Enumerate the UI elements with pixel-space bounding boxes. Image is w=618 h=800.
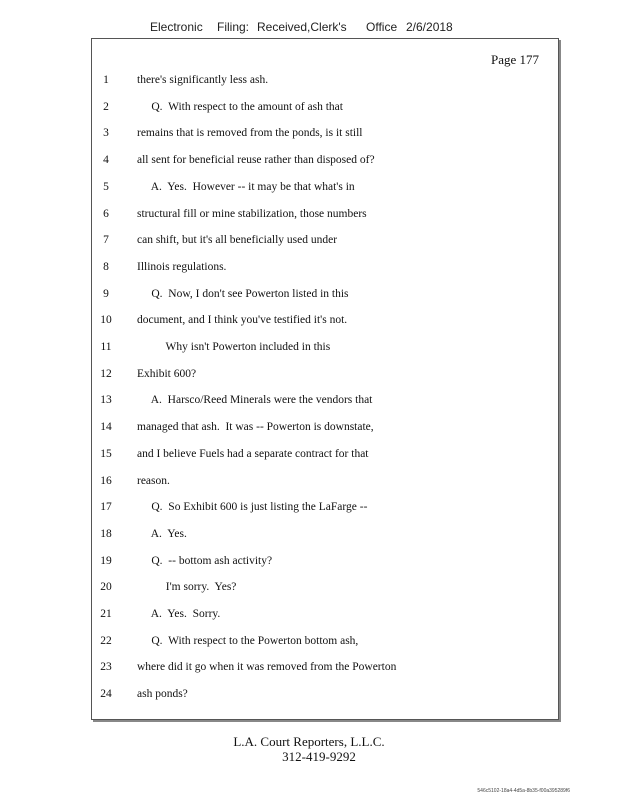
line-text: reason. (137, 474, 170, 487)
line-number: 23 (100, 661, 112, 674)
line-number: 15 (100, 447, 112, 460)
transcript-line (92, 581, 558, 607)
line-number: 16 (100, 474, 112, 487)
transcript-line (92, 421, 558, 447)
document-id: 546c5102-18a4-4d5a-8b35-f00a395289f6 (477, 788, 570, 794)
transcript-line (92, 688, 558, 714)
line-text: remains that is removed from the ponds, is it still (137, 127, 363, 140)
line-number: 7 (103, 234, 109, 247)
line-number: 17 (100, 501, 112, 514)
line-text: Why isn't Powerton included in this (137, 341, 331, 353)
line-text: structural fill or mine stabilization, those numbers (137, 207, 367, 220)
line-text: A. Harsco/Reed Minerals were the vendors that (137, 394, 373, 407)
filing-header-received: Received,Clerk's (257, 20, 347, 34)
line-number: 10 (100, 314, 112, 327)
filing-header-filing: Filing: (217, 20, 250, 34)
transcript-line (92, 475, 558, 501)
line-number: 22 (100, 634, 112, 647)
line-text: where did it go when it was removed from the Powerton (137, 661, 397, 674)
footer-phone: 312-419-9292 (282, 749, 356, 764)
line-number: 8 (103, 260, 109, 273)
line-text: Exhibit 600? (137, 367, 197, 380)
line-number: 9 (103, 287, 109, 300)
line-text: can shift, but it's all beneficially used under (137, 234, 338, 247)
transcript-line (92, 208, 558, 234)
transcript-line (92, 127, 558, 153)
transcript-line (92, 341, 558, 367)
line-number: 20 (100, 581, 112, 594)
filing-header-office: Office (366, 20, 398, 34)
transcript-line (92, 314, 558, 340)
transcript-line (92, 181, 558, 207)
page-number: Page 177 (490, 52, 539, 67)
line-text: Illinois regulations. (137, 260, 227, 273)
transcript-line (92, 368, 558, 394)
line-number: 12 (100, 367, 112, 380)
line-number: 3 (103, 127, 109, 140)
line-text: all sent for beneficial reuse rather than disposed of? (137, 154, 375, 167)
transcript-line (92, 608, 558, 634)
line-number: 24 (100, 688, 112, 701)
line-number: 2 (103, 100, 109, 113)
line-text: A. Yes. However -- it may be that what's in (137, 180, 355, 193)
line-number: 4 (103, 154, 109, 167)
line-number: 21 (100, 608, 112, 620)
line-text: there's significantly less ash. (137, 74, 269, 86)
transcript-line (92, 394, 558, 420)
line-text: I'm sorry. Yes? (137, 581, 237, 594)
line-number: 11 (100, 341, 112, 353)
transcript-line (92, 234, 558, 260)
line-number: 13 (100, 394, 112, 407)
transcript-line (92, 555, 558, 581)
transcript-line (92, 661, 558, 687)
line-text: Q. With respect to the Powerton bottom ash, (137, 634, 359, 647)
transcript-line (92, 501, 558, 527)
line-text: managed that ash. It was -- Powerton is downstate, (137, 421, 374, 434)
transcript-page (91, 38, 559, 720)
line-text: Q. So Exhibit 600 is just listing the LaFarge -- (137, 501, 368, 514)
transcript-line (92, 74, 558, 100)
line-number: 6 (103, 207, 109, 220)
line-text: Q. With respect to the amount of ash that (137, 100, 343, 113)
line-text: ash ponds? (137, 688, 188, 701)
transcript-line (92, 154, 558, 180)
footer-company: L.A. Court Reporters, L.L.C. (233, 734, 385, 749)
filing-header-electronic: Electronic (150, 20, 203, 34)
transcript-line (92, 261, 558, 287)
line-number: 14 (100, 421, 112, 434)
line-text: A. Yes. (137, 527, 187, 540)
transcript-line (92, 448, 558, 474)
line-number: 5 (103, 180, 109, 193)
line-number: 19 (100, 554, 112, 567)
line-text: A. Yes. Sorry. (137, 608, 221, 620)
line-text: and I believe Fuels had a separate contract for that (137, 447, 369, 460)
transcript-line (92, 635, 558, 661)
transcript-line (92, 288, 558, 314)
transcript-line (92, 101, 558, 127)
line-text: document, and I think you've testified it's not. (137, 314, 348, 327)
line-text: Q. Now, I don't see Powerton listed in this (137, 287, 349, 300)
transcript-line (92, 528, 558, 554)
line-text: Q. -- bottom ash activity? (137, 554, 273, 567)
line-number: 1 (103, 74, 109, 86)
filing-header-date: 2/6/2018 (406, 20, 453, 34)
line-number: 18 (100, 527, 112, 540)
